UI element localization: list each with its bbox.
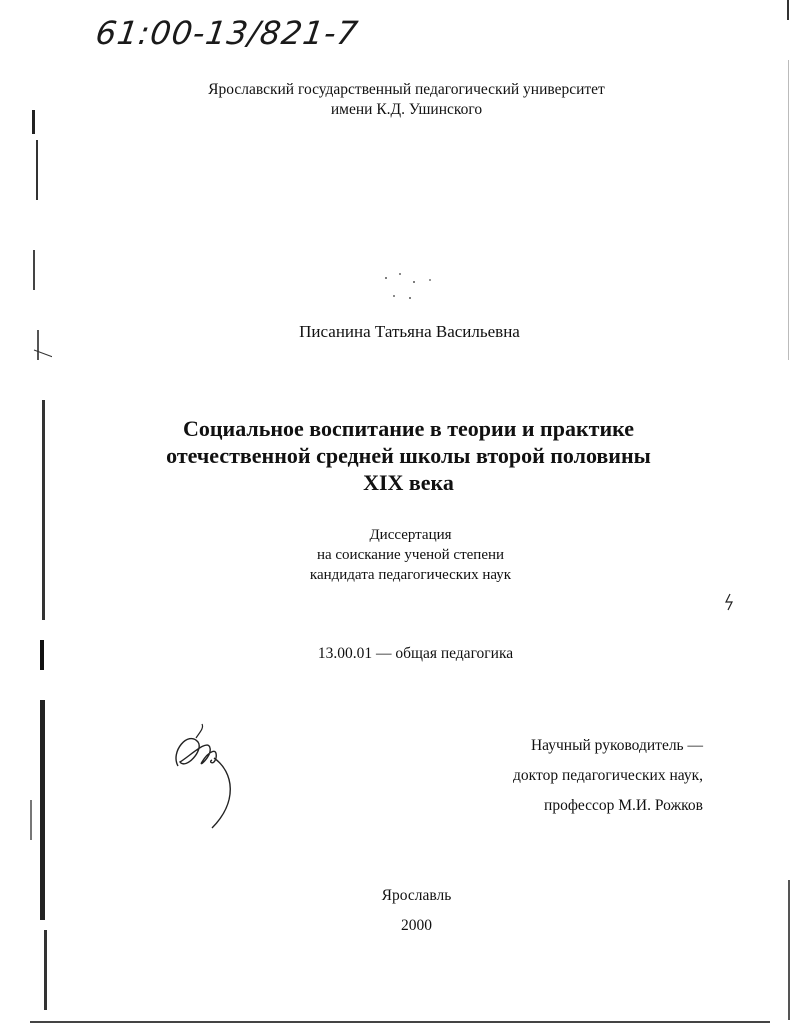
handwritten-catalog-code: 61:00-13/821-7	[93, 14, 361, 52]
scan-edge-right	[783, 0, 793, 1025]
university-line-1: Ярославский государственный педагогический университет	[208, 81, 605, 98]
scan-speckles	[380, 268, 440, 308]
degree-line-2: на соискание ученой степени	[316, 547, 505, 563]
year: 2000	[401, 917, 432, 934]
supervisor-line-3: профессор М.И. Рожков	[544, 797, 703, 814]
scientific-supervisor	[513, 731, 703, 821]
author-name: Писанина Татьяна Васильевна	[299, 322, 520, 341]
supervisor-line-1: Научный руководитель —	[530, 737, 703, 754]
specialty-code: 13.00.01 — общая педагогика	[317, 645, 514, 662]
city-name: Ярославль	[381, 887, 452, 904]
supervisor-line-2: доктор педагогических наук,	[513, 767, 703, 784]
stray-pen-mark	[722, 592, 736, 612]
scan-edge-bottom	[30, 1021, 770, 1023]
university-name	[0, 80, 793, 120]
degree-statement	[0, 525, 793, 585]
title-line-2: отечественной средней школы второй половины	[166, 443, 651, 468]
dissertation-title	[0, 415, 793, 496]
university-line-2: имени К.Д. Ушинского	[330, 101, 483, 118]
degree-line-3: кандидата педагогических наук	[309, 567, 512, 583]
title-line-3: XIX века	[363, 470, 454, 495]
title-line-1: Социальное воспитание в теории и практике	[182, 416, 635, 441]
degree-line-1: Диссертация	[369, 527, 452, 543]
handwritten-signature	[168, 722, 248, 832]
place-and-year	[0, 881, 793, 941]
